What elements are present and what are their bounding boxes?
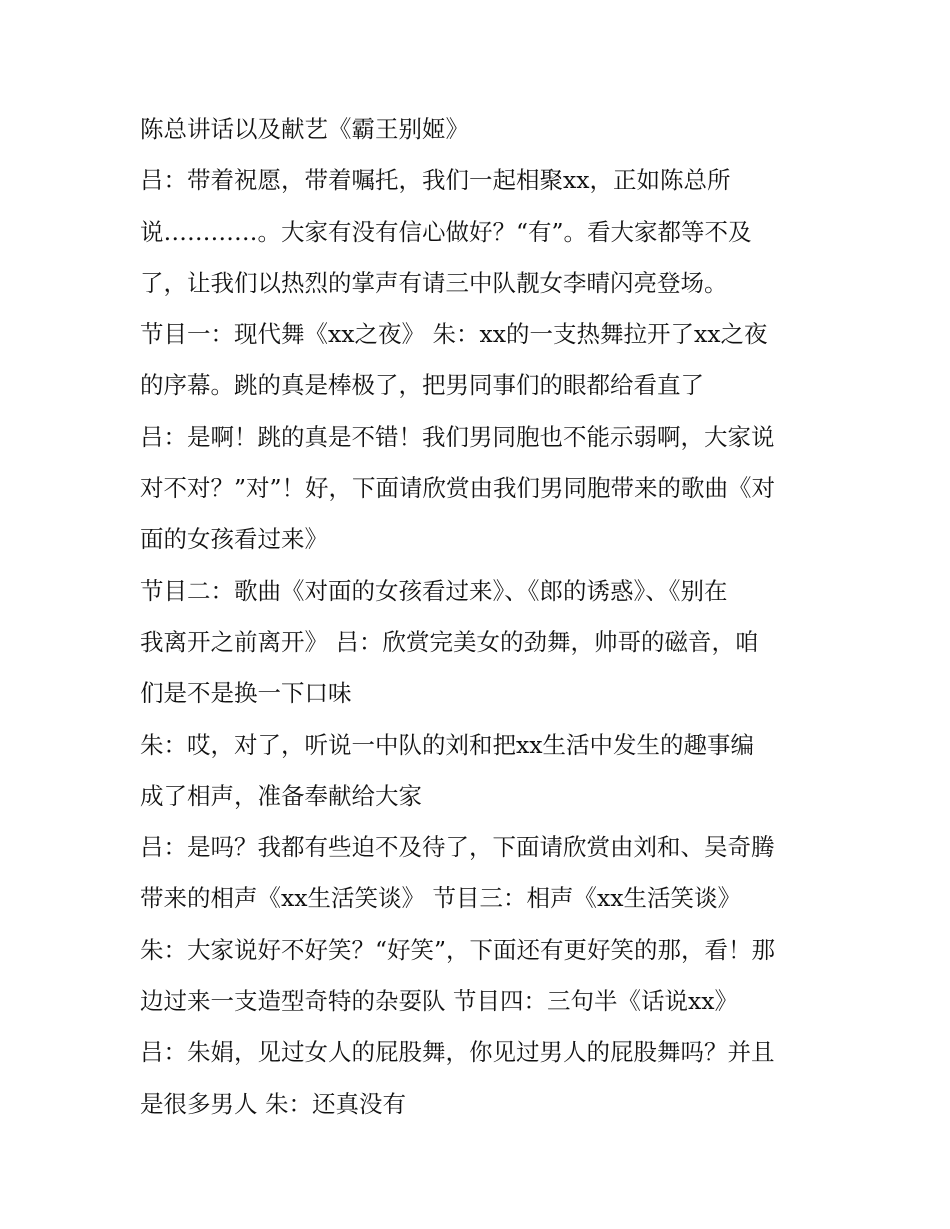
text-line: 面的女孩看过来》: [140, 525, 328, 554]
text-line: 吕：是啊！跳的真是不错！我们男同胞也不能示弱啊，大家说: [140, 422, 775, 451]
text-line: 对不对？”对”！好，下面请欣赏由我们男同胞带来的歌曲《对: [140, 474, 776, 503]
text-line: 我离开之前离开》 吕：欣赏完美女的劲舞，帅哥的磁音，咱: [140, 627, 759, 656]
text-line: 吕：朱娟，见过女人的屁股舞，你见过男人的屁股舞吗？并且: [140, 1038, 775, 1067]
text-line: 们是不是换一下口味: [140, 679, 352, 708]
text-line: 的序幕。跳的真是棒极了，把男同事们的眼都给看直了: [140, 371, 704, 400]
text-line: 节目二：歌曲《对面的女孩看过来》、《郎的诱惑》、《别在: [140, 576, 728, 605]
text-line: 吕：是吗？我都有些迫不及待了，下面请欣赏由刘和、吴奇腾: [140, 833, 775, 862]
text-line: 节目一：现代舞《xx之夜》 朱：xx的一支热舞拉开了xx之夜: [140, 320, 768, 349]
text-line: 是很多男人 朱：还真没有: [140, 1089, 406, 1118]
text-line: 边过来一支造型奇特的杂耍队 节目四：三句半《话说xx》: [140, 987, 738, 1016]
text-line: 成了相声，准备奉献给大家: [140, 781, 422, 810]
text-line: 朱：哎，对了，听说一中队的刘和把xx生活中发生的趣事编: [140, 730, 755, 759]
text-line: 带来的相声《xx生活笑谈》 节目三：相声《xx生活笑谈》: [140, 884, 741, 913]
text-line: 吕：带着祝愿，带着嘱托，我们一起相聚xx，正如陈总所: [140, 166, 731, 195]
text-line: 朱：大家说好不好笑？“好笑”，下面还有更好笑的那，看！那: [140, 935, 776, 964]
text-line: 了，让我们以热烈的掌声有请三中队靓女李晴闪亮登场。: [140, 268, 728, 297]
text-line: 说…………。大家有没有信心做好？“有”。看大家都等不及: [140, 217, 752, 246]
text-line: 陈总讲话以及献艺《霸王别姬》: [140, 115, 469, 143]
document-body: [140, 108, 830, 1134]
